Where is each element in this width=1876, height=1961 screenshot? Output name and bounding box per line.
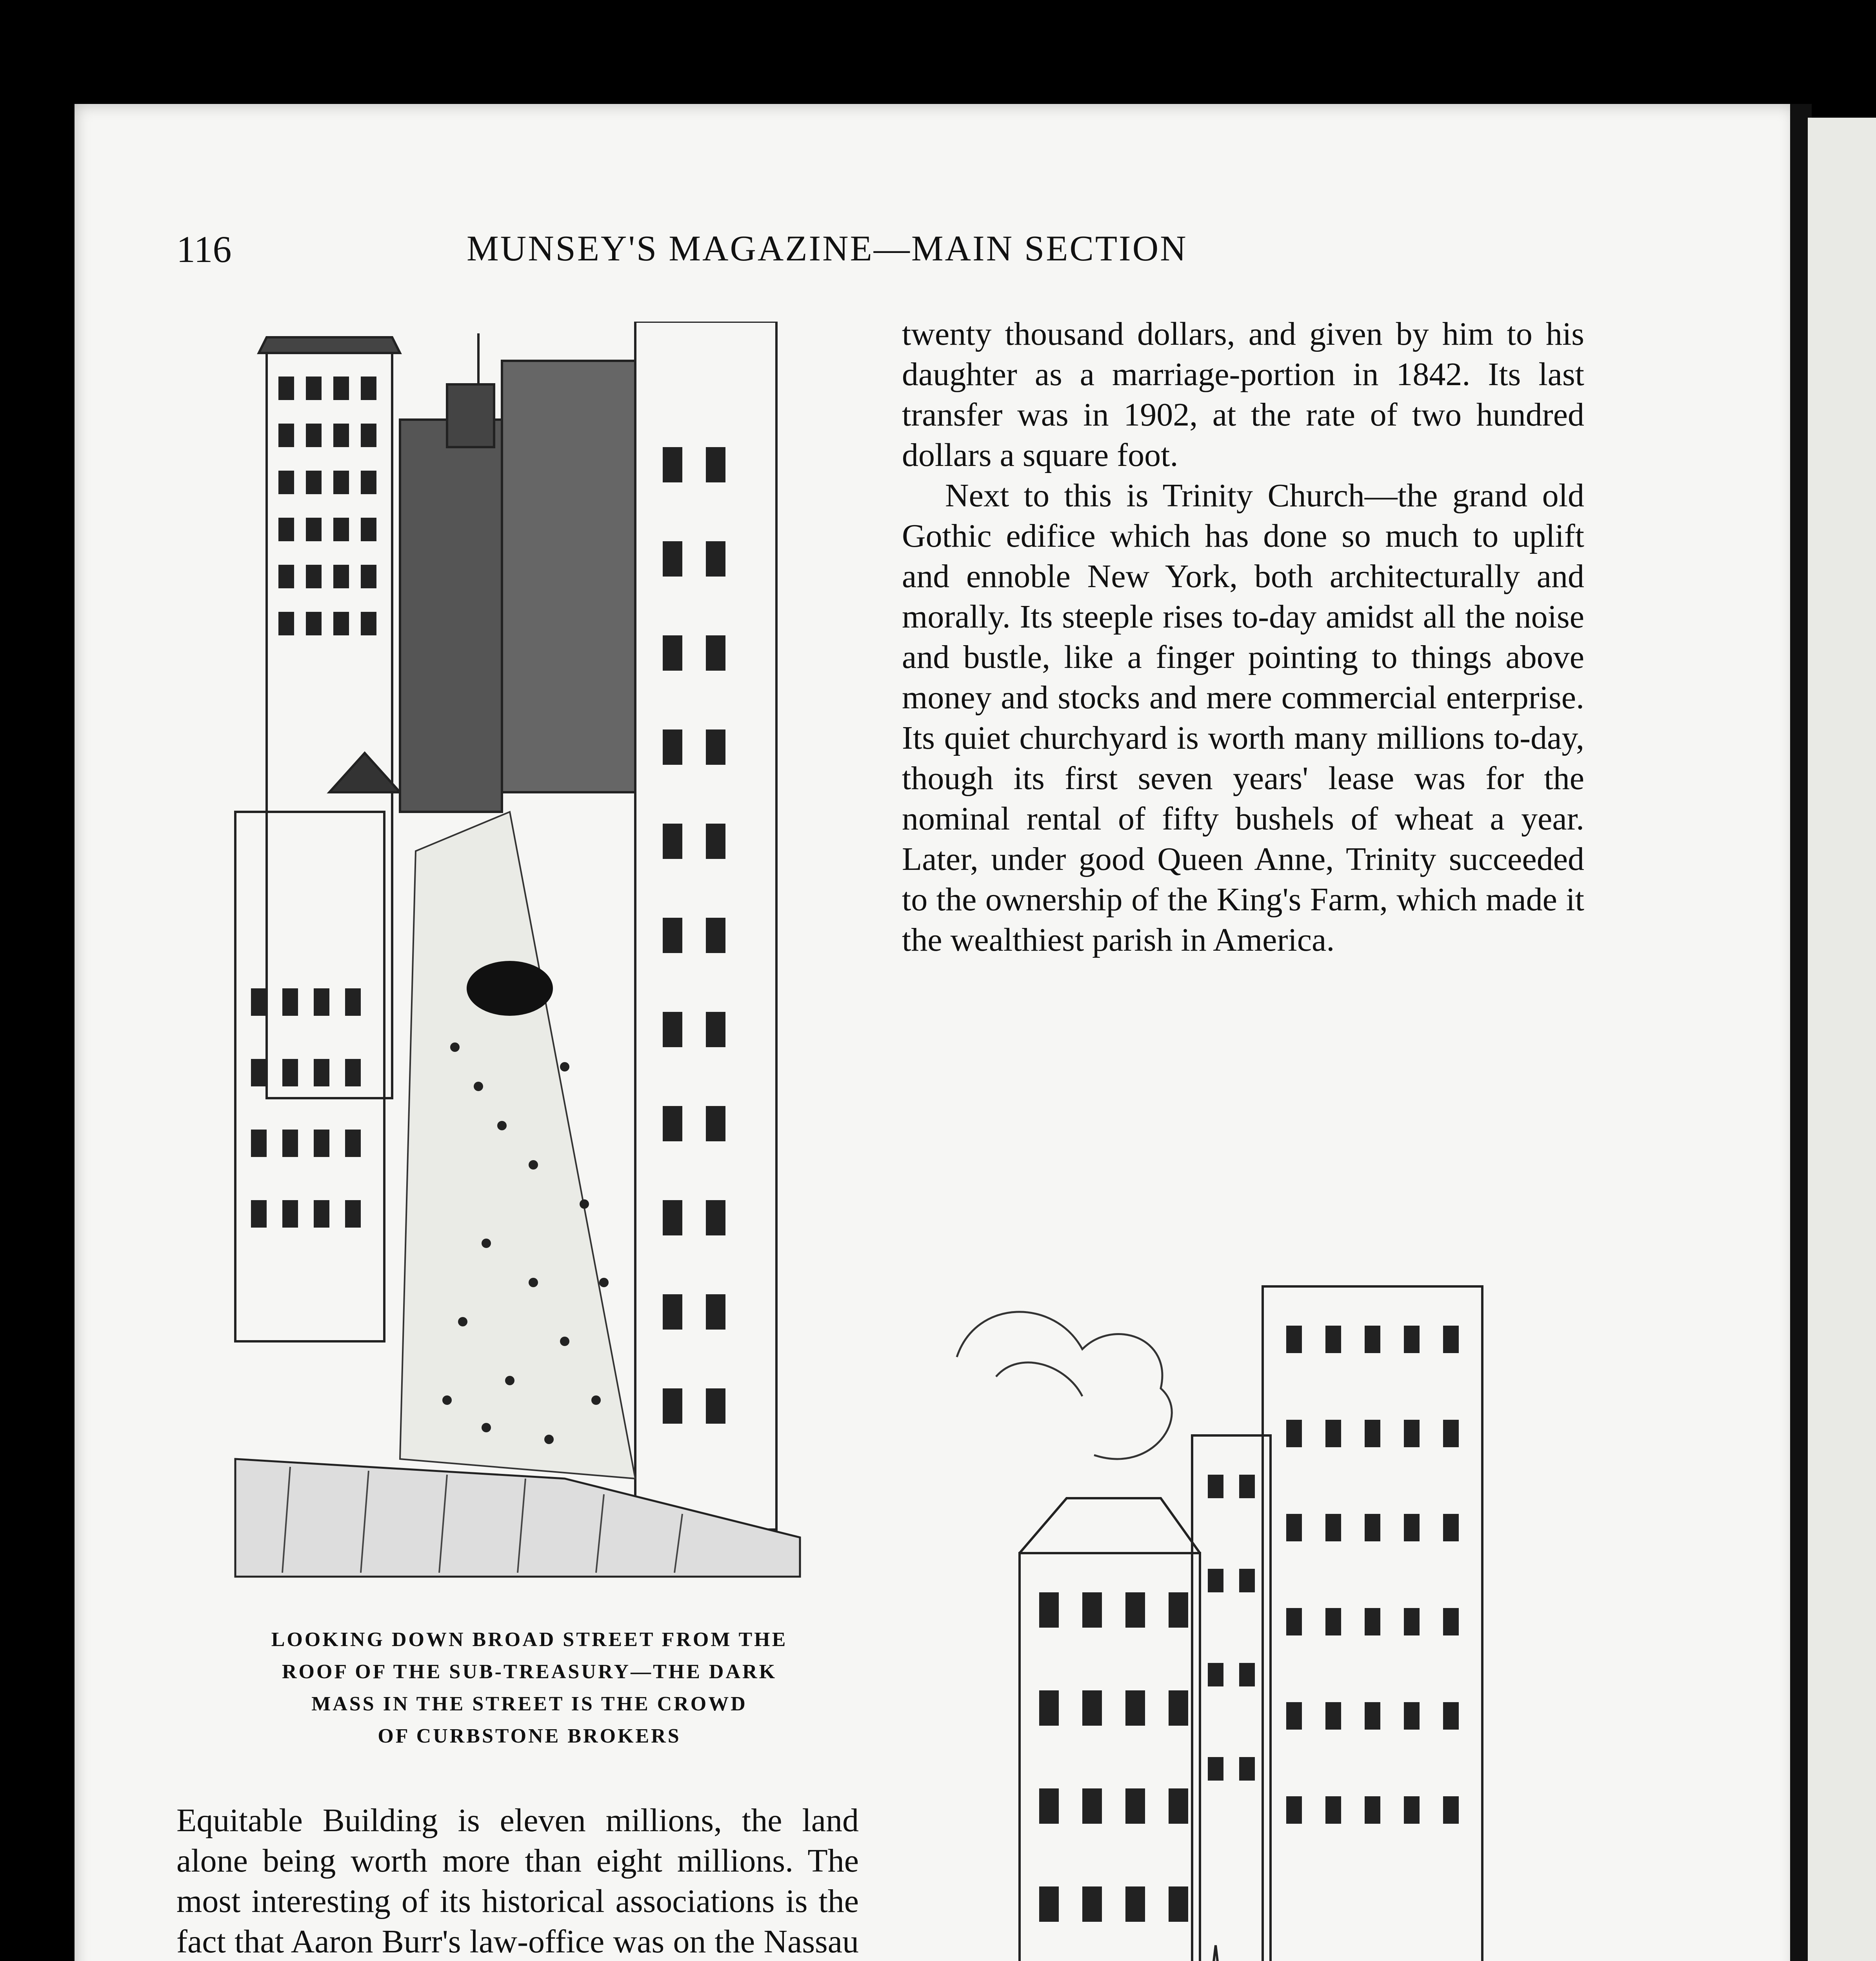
paragraph: Equitable Building is eleven millions, the land alone being worth more than eight millions. The most interesting of its historical associations is the fact that Aaron Burr's law-office was on the Nassau (176, 1802, 859, 1960)
adjacent-page-edge (1808, 118, 1876, 1961)
page-header (176, 227, 1549, 290)
paragraph: Next to this is Trinity Church—the grand old Gothic edifice which has done so much to uplift and ennoble New York, both architecturally and morally. Its steeple rises to-day amidst all the noise and bustle, like a finger pointing to things above money and stocks and mere commercial enterprise. Its quiet churchyard is worth many millions to-day, though its first seven years' lease was for the nominal rental of fifty bushels of wheat a year. Later, under good Queen Anne, Trinity succeeded to the ownership of the King's Farm, which made it the wealthiest parish in America. (902, 477, 1584, 958)
page-number: 116 (176, 228, 232, 270)
left-column-text (176, 1800, 859, 1961)
figure1-caption: LOOKING DOWN BROAD STREET FROM THE ROOF OF THE SUB-TREASURY—THE DARK MASS IN THE STREET IS THE CROWD OF CURBSTONE BROKERS (271, 1628, 788, 1747)
running-title: MUNSEY'S MAGAZINE—MAIN SECTION (467, 228, 1188, 268)
right-column-text (902, 314, 1584, 960)
empire-building-illustration (918, 1200, 1561, 1961)
broad-street-illustration (212, 322, 839, 1596)
paragraph: twenty thousand dollars, and given by him to his daughter as a marriage-portion in 1842. Its last transfer was in 1902, at the rate of two hundred dollars a square foot. (902, 316, 1584, 473)
